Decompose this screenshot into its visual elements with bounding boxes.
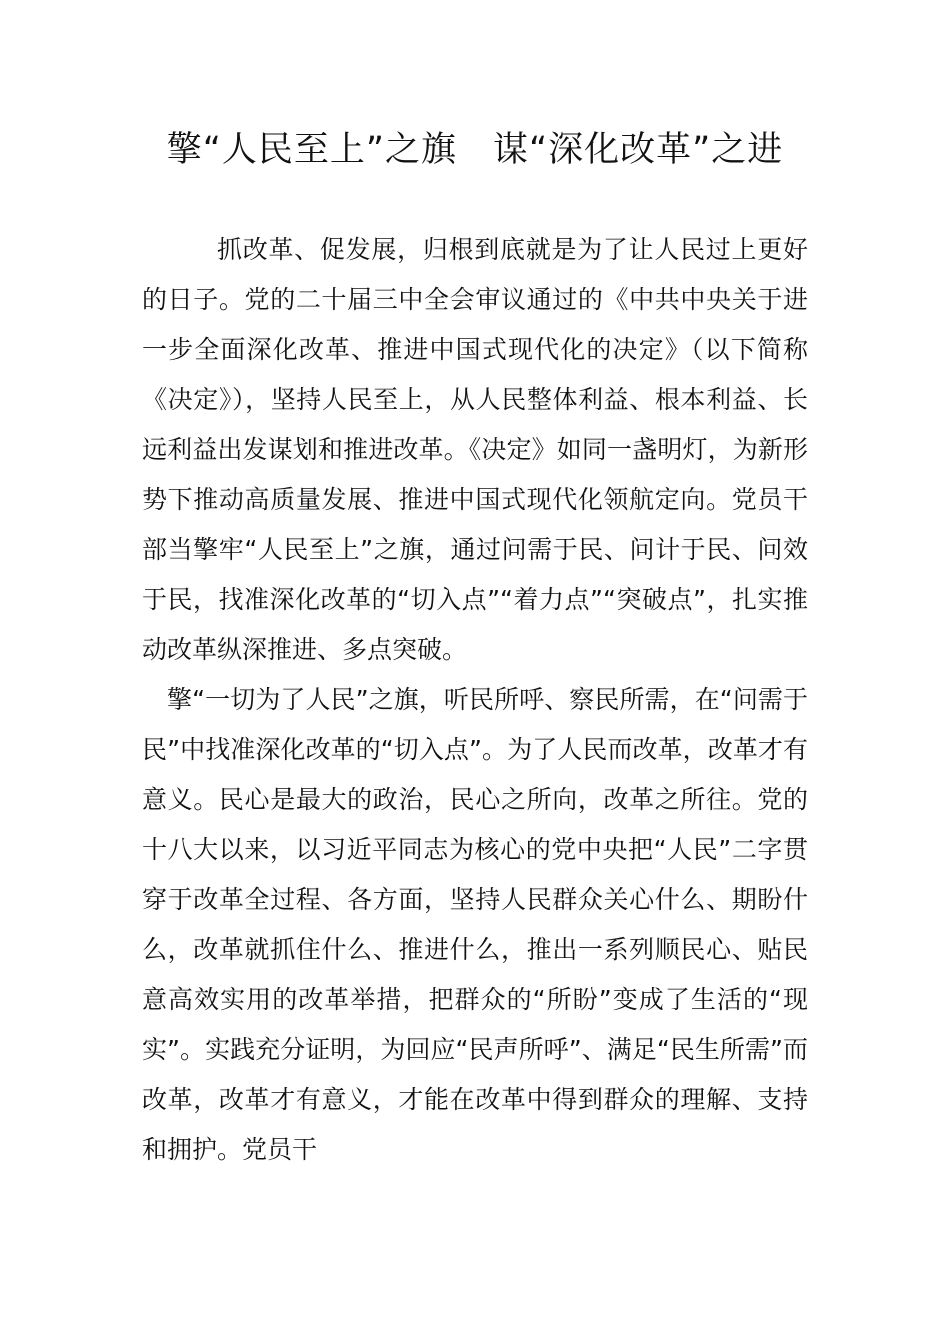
paragraph-1: 抓改革、促发展，归根到底就是为了让人民过上更好的日子。党的二十届三中全会审议通过的《中共中央关于进一步全面深化改革、推进中国式现代化的决定》（以下简称《决定》），坚持人民至上，从人民整体利益、根本利益、长远利益出发谋划和推进改革。《决定》如同一盏明灯，为新形势下推动高质量发展、推进中国式现代化领航定向。党员干部当擎牢“人民至上”之旗，通过问需于民、问计于民、问效于民，找准深化改革的“切入点”“着力点”“突破点”，扎实推动改革纵深推进、多点突破。 <box>142 235 808 664</box>
paragraph-2: 擎“一切为了人民”之旗，听民所呼、察民所需，在“问需于民”中找准深化改革的“切入点”。为了人民而改革，改革才有意义。民心是最大的政治，民心之所向，改革之所往。党的十八大以来，以习近平同志为核心的党中央把“人民”二字贯穿于改革全过程、各方面，坚持人民群众关心什么、期盼什么，改革就抓住什么、推进什么，推出一系列顺民心、贴民意高效实用的改革举措，把群众的“所盼”变成了生活的“现实”。实践充分证明，为回应“民声所呼”、满足“民生所需”而改革，改革才有意义，才能在改革中得到群众的理解、支持和拥护。党员干 <box>142 685 808 1164</box>
document-title: 擎“人民至上”之旗 谋“深化改革”之进 <box>166 130 784 170</box>
document-body <box>142 225 808 1175</box>
